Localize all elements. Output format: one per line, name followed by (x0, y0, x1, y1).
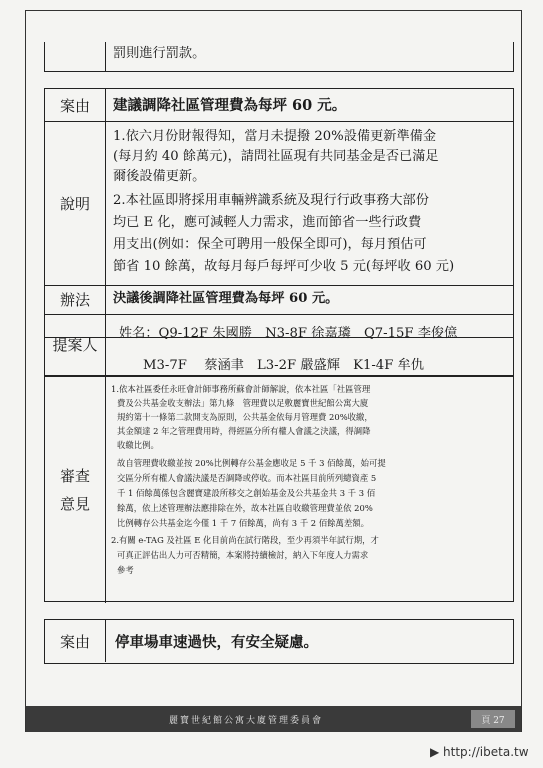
explanation-line: 1.依六月份財報得知，當月未提撥 20%設備更新準備金 (113, 129, 437, 144)
proposal-1-table (44, 88, 514, 338)
row-divider (45, 285, 513, 286)
explanation-line: 節省 10 餘萬，故每月每戶每坪可少收 5 元(每坪收 60 元) (113, 259, 455, 274)
watermark-text: ▶ http://ibeta.tw (430, 745, 529, 759)
explanation-line: 爾後設備更新。 (113, 169, 206, 184)
review-label-2: 意見 (59, 495, 90, 513)
review-line: 費及公共基金收支辦法」第九條 管理費以足敷麗寶世紀館公寓大廈 (117, 398, 369, 408)
continuation-label-cell (45, 42, 106, 71)
page-number: 頁 27 (471, 710, 515, 728)
review-line: 1.依本社區委任永旺會計師事務所蘇會計師解說，依本社區「社區管理 (111, 384, 371, 394)
proposal-text: 建議調降社區管理費為每坪 60 元。 (113, 97, 347, 114)
review-line: 其金額達 2 年之管理費用時，得經區分所有權人會議之決議，得調降 (117, 426, 371, 436)
review-label-1: 審查 (59, 467, 90, 485)
proposers-row-1: 姓名：Q9-12F 朱國勝 N3-8F 徐嘉璘 Q7-15F 李俊億 (119, 326, 458, 341)
review-line: 故自管理費收繳並按 20%比例轉存公基金應收足 5 千 3 佰餘萬，始可提 (117, 458, 386, 468)
explanation-line: 均已 E 化，應可減輕人力需求，進而節省一些行政費 (113, 215, 422, 230)
explanation-line: 用支出(例如：保全可聘用一般保全即可)，每月預估可 (113, 237, 427, 252)
review-line: 比例轉存公共基金迄今僅 1 千 7 佰餘萬，尚有 3 千 2 佰餘萬差額。 (117, 518, 369, 528)
review-line: 餘萬，依上述管理辦法應排除在外，故本社區自收繳管理費並依 20% (117, 503, 373, 513)
review-line: 收繳比例。 (117, 440, 159, 450)
review-line: 規約第十一條第二款開支為原則，公共基金依每月管理費 20%收繳， (117, 412, 373, 422)
explanation-line: 2.本社區即將採用車輛辨識系統及現行行政事務大部份 (113, 193, 429, 208)
footer-title: 麗寶世紀館公寓大廈管理委員會 (168, 715, 323, 726)
continuation-text: 罰則進行罰款。 (113, 46, 206, 61)
continuation-row (44, 42, 514, 72)
explanation-line: (每月約 40 餘萬元)，請問社區現有共同基金是否已滿足 (113, 149, 439, 164)
review-line: 2.有關 e-TAG 及社區 E 化目前尚在試行階段，至少再須半年試行期，才 (111, 535, 379, 545)
row-divider (45, 121, 513, 122)
proposers-table (44, 312, 514, 376)
method-label: 辦法 (45, 285, 106, 314)
explanation-label: 說明 (45, 121, 106, 285)
proposal-2-text: 停車場車速過快，有安全疑慮。 (115, 634, 318, 651)
review-table (44, 376, 514, 602)
review-label (45, 377, 106, 603)
review-line: 千 1 佰餘萬係包含麗寶建設所移交之創始基金及公共基金共 3 千 3 佰 (117, 488, 376, 498)
proposers-row-2: M3-7F 蔡涵聿 L3-2F 嚴盛輝 K1-4F 牟仇 (143, 358, 424, 373)
footer-bar (26, 706, 521, 732)
proposers-label: 提案人 (45, 312, 106, 376)
proposal-2-label: 案由 (45, 620, 106, 662)
review-line: 可真正評估出人力可否精簡，本案將持續檢討，納入下年度人力需求 (117, 550, 369, 560)
proposal-label: 案由 (45, 89, 106, 121)
review-line: 參考 (117, 565, 134, 575)
proposal-2-table (44, 619, 514, 664)
method-text: 決議後調降社區管理費為每坪 60 元。 (113, 291, 339, 306)
review-line: 交區分所有權人會議決議是否調降或停收。而本社區目前所列總資產 5 (117, 473, 377, 483)
